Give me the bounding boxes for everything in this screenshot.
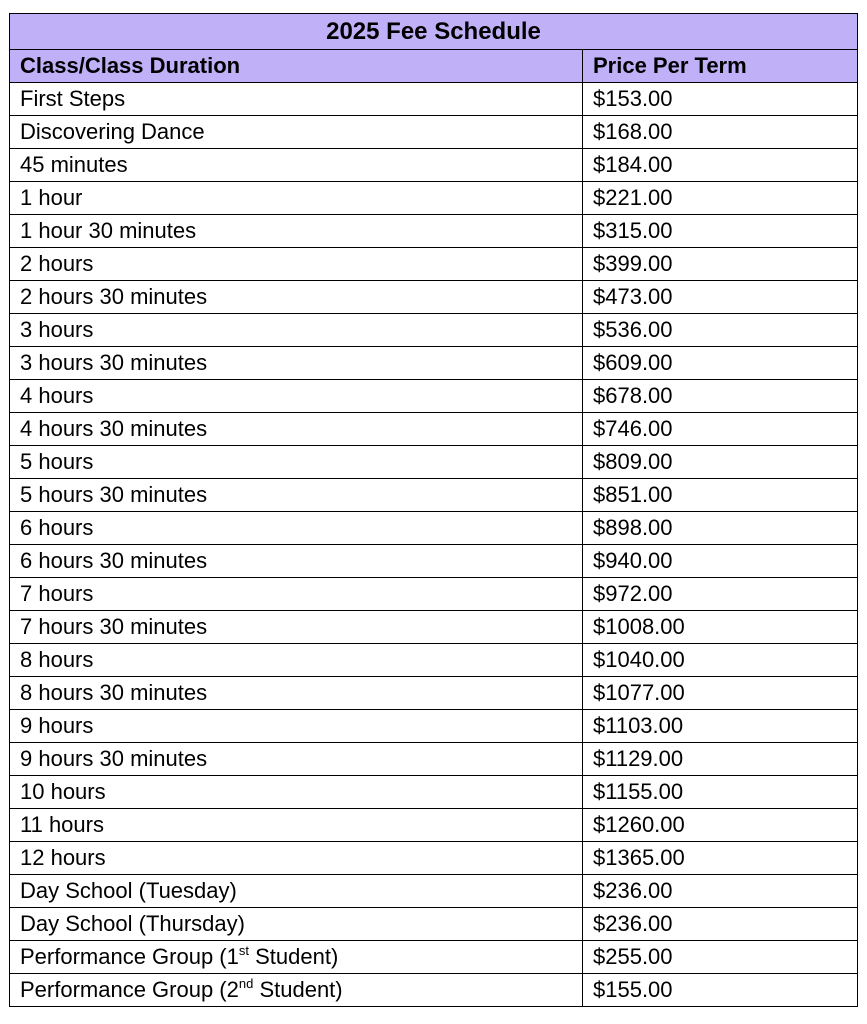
fee-schedule-table <box>9 13 858 1007</box>
table-row <box>10 479 858 512</box>
title-row <box>10 14 858 50</box>
fee-schedule-sheet <box>9 13 858 1007</box>
price-cell: $678.00 <box>583 380 858 413</box>
class-cell: 8 hours <box>10 644 583 677</box>
price-cell: $315.00 <box>583 215 858 248</box>
price-cell: $1040.00 <box>583 644 858 677</box>
class-text-prefix: Performance Group (1 <box>20 944 239 969</box>
class-cell: 6 hours 30 minutes <box>10 545 583 578</box>
class-cell: Day School (Thursday) <box>10 908 583 941</box>
class-cell: 5 hours 30 minutes <box>10 479 583 512</box>
class-cell: Day School (Tuesday) <box>10 875 583 908</box>
class-cell: 10 hours <box>10 776 583 809</box>
class-cell: 7 hours 30 minutes <box>10 611 583 644</box>
price-cell: $153.00 <box>583 83 858 116</box>
class-cell: 8 hours 30 minutes <box>10 677 583 710</box>
fee-table-body <box>10 83 858 1007</box>
price-cell: $898.00 <box>583 512 858 545</box>
price-cell: $809.00 <box>583 446 858 479</box>
table-row <box>10 842 858 875</box>
class-cell: 5 hours <box>10 446 583 479</box>
class-cell: 9 hours 30 minutes <box>10 743 583 776</box>
table-row <box>10 875 858 908</box>
table-row <box>10 380 858 413</box>
price-cell: $1077.00 <box>583 677 858 710</box>
class-cell: 3 hours 30 minutes <box>10 347 583 380</box>
price-cell: $746.00 <box>583 413 858 446</box>
price-cell: $972.00 <box>583 578 858 611</box>
price-cell: $168.00 <box>583 116 858 149</box>
class-cell: 6 hours <box>10 512 583 545</box>
table-row <box>10 512 858 545</box>
price-cell: $1129.00 <box>583 743 858 776</box>
table-row <box>10 809 858 842</box>
price-cell: $155.00 <box>583 974 858 1007</box>
price-cell: $184.00 <box>583 149 858 182</box>
price-cell: $1155.00 <box>583 776 858 809</box>
table-row <box>10 941 858 974</box>
table-row <box>10 281 858 314</box>
class-cell <box>10 941 583 974</box>
table-row <box>10 347 858 380</box>
price-cell: $221.00 <box>583 182 858 215</box>
price-cell: $1103.00 <box>583 710 858 743</box>
table-row <box>10 545 858 578</box>
class-cell: 2 hours 30 minutes <box>10 281 583 314</box>
table-row <box>10 215 858 248</box>
table-row <box>10 413 858 446</box>
class-cell: 1 hour 30 minutes <box>10 215 583 248</box>
class-cell: 3 hours <box>10 314 583 347</box>
table-row <box>10 182 858 215</box>
ordinal-suffix: st <box>238 943 249 958</box>
table-row <box>10 644 858 677</box>
class-cell: 4 hours 30 minutes <box>10 413 583 446</box>
column-header-row <box>10 50 858 83</box>
class-text-prefix: Performance Group (2 <box>20 977 239 1002</box>
price-cell: $399.00 <box>583 248 858 281</box>
class-cell: 1 hour <box>10 182 583 215</box>
price-cell: $536.00 <box>583 314 858 347</box>
table-row <box>10 611 858 644</box>
price-cell: $255.00 <box>583 941 858 974</box>
ordinal-suffix: nd <box>238 976 254 991</box>
price-cell: $1260.00 <box>583 809 858 842</box>
class-cell: 4 hours <box>10 380 583 413</box>
table-row <box>10 974 858 1007</box>
column-header-price: Price Per Term <box>583 50 858 83</box>
class-text-suffix: Student) <box>253 977 343 1002</box>
price-cell: $1008.00 <box>583 611 858 644</box>
column-header-class: Class/Class Duration <box>10 50 583 83</box>
class-text-suffix: Student) <box>249 944 339 969</box>
class-cell: First Steps <box>10 83 583 116</box>
price-cell: $236.00 <box>583 875 858 908</box>
class-cell: Discovering Dance <box>10 116 583 149</box>
table-row <box>10 83 858 116</box>
table-title: 2025 Fee Schedule <box>10 14 858 50</box>
table-row <box>10 710 858 743</box>
class-cell: 45 minutes <box>10 149 583 182</box>
price-cell: $851.00 <box>583 479 858 512</box>
class-cell: 7 hours <box>10 578 583 611</box>
price-cell: $940.00 <box>583 545 858 578</box>
class-cell: 2 hours <box>10 248 583 281</box>
class-cell: 11 hours <box>10 809 583 842</box>
price-cell: $1365.00 <box>583 842 858 875</box>
table-row <box>10 776 858 809</box>
table-row <box>10 446 858 479</box>
table-row <box>10 314 858 347</box>
class-cell: 12 hours <box>10 842 583 875</box>
price-cell: $609.00 <box>583 347 858 380</box>
table-row <box>10 149 858 182</box>
price-cell: $473.00 <box>583 281 858 314</box>
table-row <box>10 743 858 776</box>
table-row <box>10 578 858 611</box>
class-cell <box>10 974 583 1007</box>
price-cell: $236.00 <box>583 908 858 941</box>
table-row <box>10 248 858 281</box>
table-row <box>10 677 858 710</box>
table-row <box>10 908 858 941</box>
table-row <box>10 116 858 149</box>
class-cell: 9 hours <box>10 710 583 743</box>
